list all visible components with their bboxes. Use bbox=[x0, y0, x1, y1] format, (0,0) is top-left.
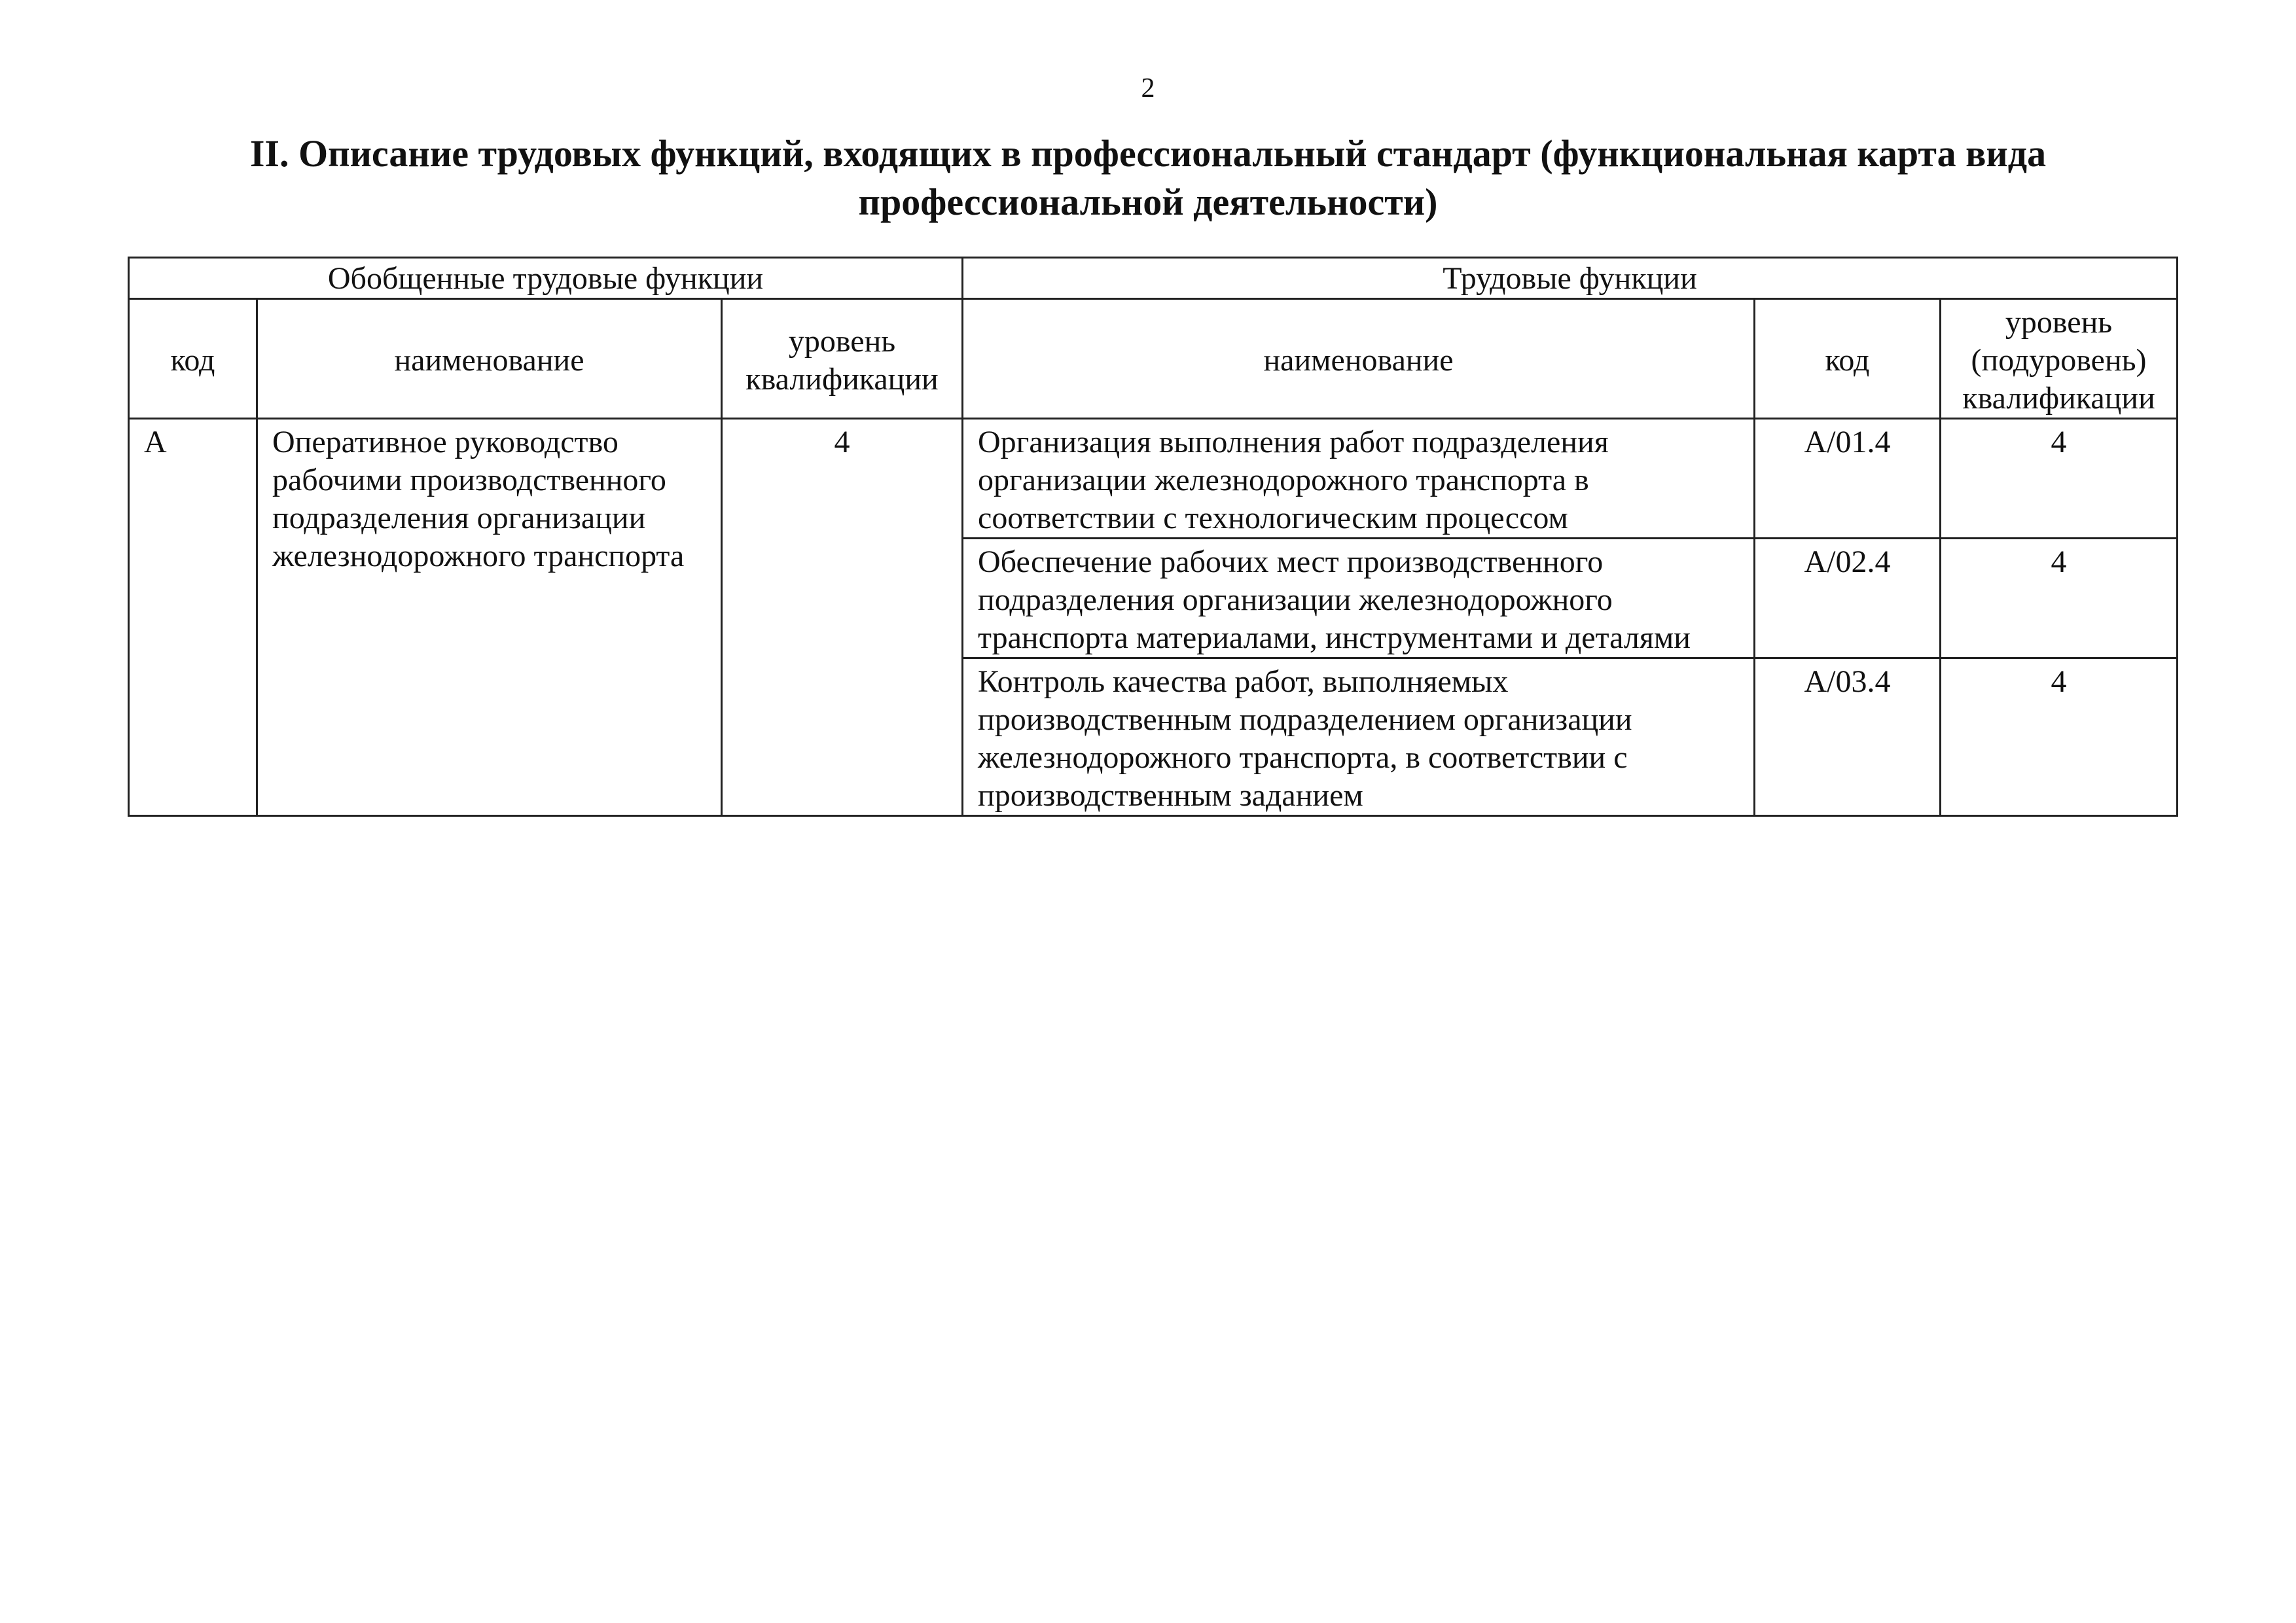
functional-map-table bbox=[128, 257, 2178, 817]
labor-function-name: Организация выполнения работ подразделения организации железнодорожного транспорта в соответствии с технологическим процессом bbox=[963, 419, 1755, 539]
gen-function-name: Оперативное руководство рабочими производственного подразделения организации железнодорожного транспорта bbox=[257, 419, 722, 816]
labor-function-code: А/01.4 bbox=[1755, 419, 1941, 539]
labor-functions-header: Трудовые функции bbox=[963, 258, 2178, 299]
tf-name-header: наименование bbox=[963, 299, 1755, 419]
labor-function-code: А/02.4 bbox=[1755, 539, 1941, 658]
column-header-row bbox=[129, 299, 2178, 419]
labor-function-level: 4 bbox=[1941, 658, 2178, 816]
page-number: 2 bbox=[1141, 73, 1155, 103]
labor-function-level: 4 bbox=[1941, 419, 2178, 539]
tf-code-header: код bbox=[1755, 299, 1941, 419]
labor-function-level: 4 bbox=[1941, 539, 2178, 658]
gen-code-header: код bbox=[129, 299, 257, 419]
gen-level-header: уровень квалификации bbox=[722, 299, 963, 419]
labor-function-code: А/03.4 bbox=[1755, 658, 1941, 816]
tf-level-header: уровень (подуровень) квалификации bbox=[1941, 299, 2178, 419]
table-row bbox=[129, 419, 2178, 539]
generalized-functions-header: Обобщенные трудовые функции bbox=[129, 258, 963, 299]
gen-function-level: 4 bbox=[722, 419, 963, 816]
section-title: II. Описание трудовых функций, входящих в профессиональный стандарт (функциональная карта вида профессиональной деятельности) bbox=[249, 132, 2047, 223]
functional-map-table-wrapper bbox=[128, 257, 2176, 817]
labor-function-name: Обеспечение рабочих мест производственного подразделения организации железнодорожного транспорта материалами, инструментами и деталями bbox=[963, 539, 1755, 658]
labor-function-name: Контроль качества работ, выполняемых производственным подразделением организации железнодорожного транспорта, в соответствии с производственным заданием bbox=[963, 658, 1755, 816]
gen-name-header: наименование bbox=[257, 299, 722, 419]
group-header-row bbox=[129, 258, 2178, 299]
gen-function-code: А bbox=[129, 419, 257, 816]
